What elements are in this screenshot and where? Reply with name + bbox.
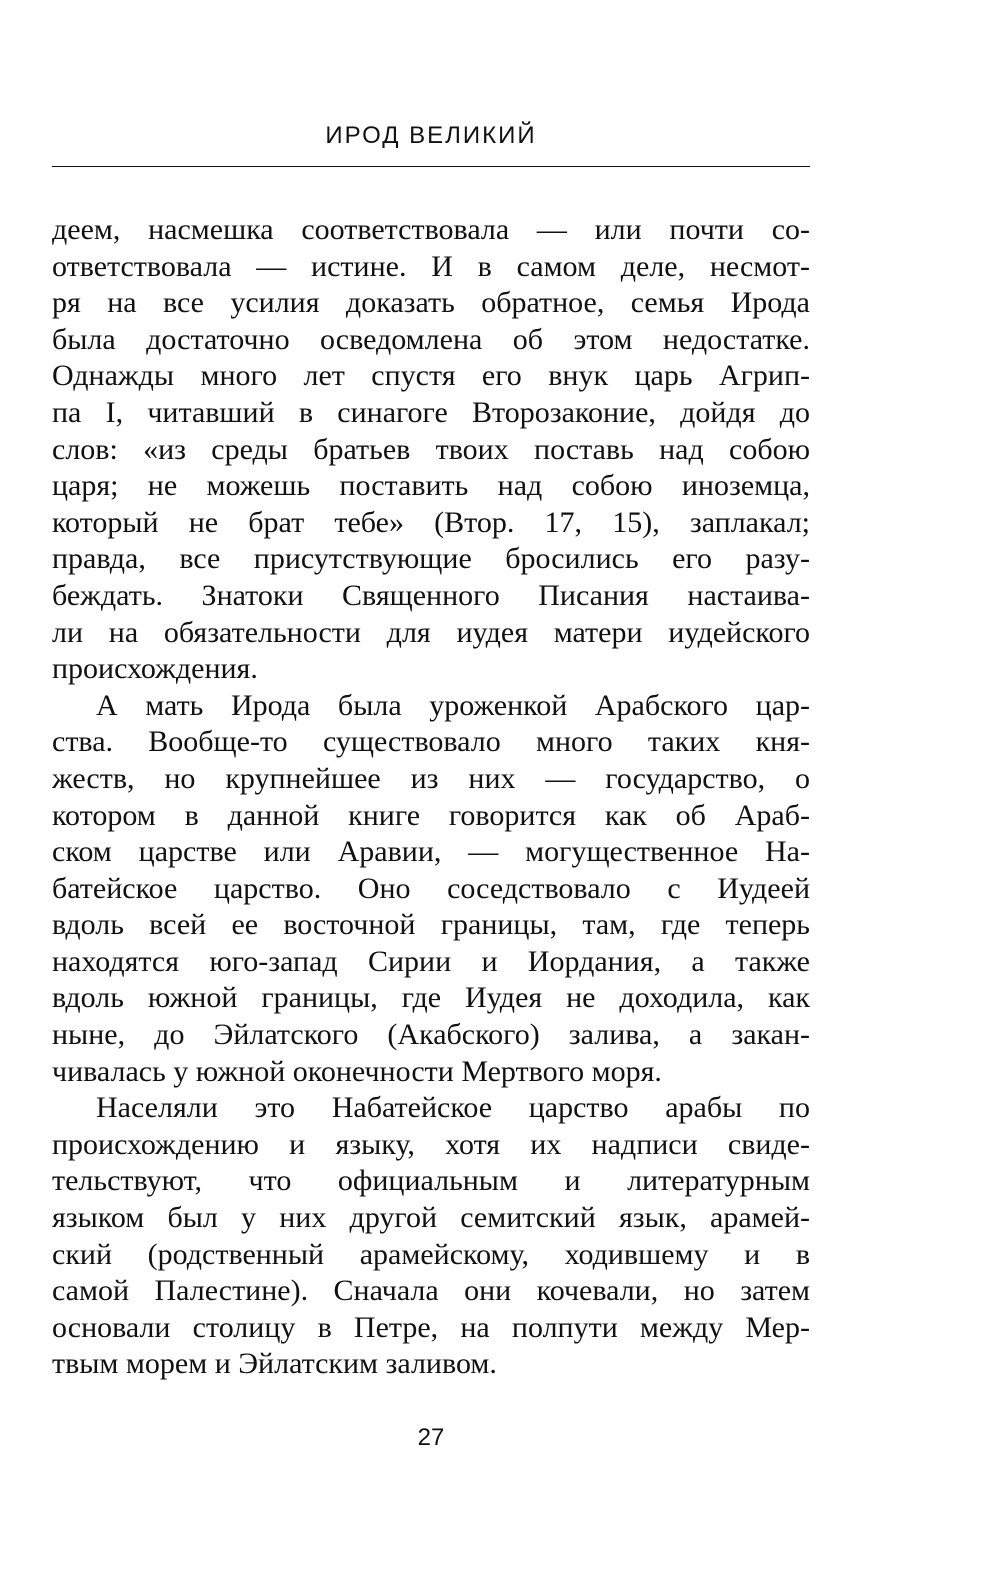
text-line: батейское царство. Оно соседствовало с Иудеей <box>52 871 810 905</box>
text-line: ства. Вообще-то существовало много таких кня- <box>52 725 810 759</box>
text-line: основали столицу в Петре, на полпути между Мер- <box>52 1310 810 1344</box>
paragraph-1 <box>52 212 810 688</box>
text-line: языком был у них другой семитский язык, арамей- <box>52 1201 810 1235</box>
text-line: ский (родственный арамейскому, ходившему и в <box>52 1237 810 1271</box>
text-line: самой Палестине). Сначала они кочевали, но затем <box>52 1274 810 1308</box>
text-line: царя; не можешь поставить над собою иноземца, <box>52 469 810 503</box>
text-line: ответствовала — истине. И в самом деле, несмот- <box>52 249 810 283</box>
text-line: беждать. Знатоки Священного Писания настаива- <box>52 578 810 612</box>
text-line: который не брат тебе» (Втор. 17, 15), заплакал; <box>52 505 810 539</box>
paragraph-2 <box>52 688 810 1091</box>
page-number: 27 <box>417 1424 445 1451</box>
text-line: вдоль всей ее восточной границы, там, где теперь <box>52 908 810 942</box>
header-rule <box>52 166 810 167</box>
text-line: тельствуют, что официальным и литературным <box>52 1164 810 1198</box>
text-line: па I, читавший в синагоге Второзаконие, дойдя до <box>52 395 810 429</box>
text-line: ли на обязательности для иудея матери иудейского <box>52 615 810 649</box>
text-line: Однажды много лет спустя его внук царь Агрип- <box>52 359 810 393</box>
text-line: правда, все присутствующие бросились его разу- <box>52 542 810 576</box>
text-line: происхождению и языку, хотя их надписи свиде- <box>52 1127 810 1161</box>
text-line: ском царстве или Аравии, — могущественное На- <box>52 835 810 869</box>
text-line: котором в данной книге говорится как об Араб- <box>52 798 810 832</box>
text-line: Населяли это Набатейское царство арабы по <box>96 1091 810 1125</box>
text-line: А мать Ирода была уроженкой Арабского цар- <box>96 688 810 722</box>
running-title: ИРОД ВЕЛИКИЙ <box>325 122 537 149</box>
text-line: деем, насмешка соответствовала — или почти со- <box>52 213 810 246</box>
paragraph-3 <box>52 1090 810 1383</box>
text-line: была достаточно осведомлена об этом недостатке. <box>52 322 810 356</box>
text-line: твым морем и Эйлатским заливом. <box>52 1347 497 1381</box>
text-line: ныне, до Эйлатского (Акабского) залива, а закан- <box>52 1018 810 1052</box>
text-line: жеств, но крупнейшее из них — государство, о <box>52 761 810 795</box>
text-line: находятся юго-запад Сирии и Иордания, а также <box>52 944 810 978</box>
text-line: слов: «из среды братьев твоих поставь над собою <box>52 432 810 466</box>
text-line: ря на все усилия доказать обратное, семья Ирода <box>52 286 810 320</box>
text-line: происхождения. <box>52 652 258 686</box>
body-text <box>52 212 810 1383</box>
text-line: чивалась у южной оконечности Мертвого моря. <box>52 1054 662 1088</box>
text-line: вдоль южной границы, где Иудея не доходила, как <box>52 981 810 1015</box>
